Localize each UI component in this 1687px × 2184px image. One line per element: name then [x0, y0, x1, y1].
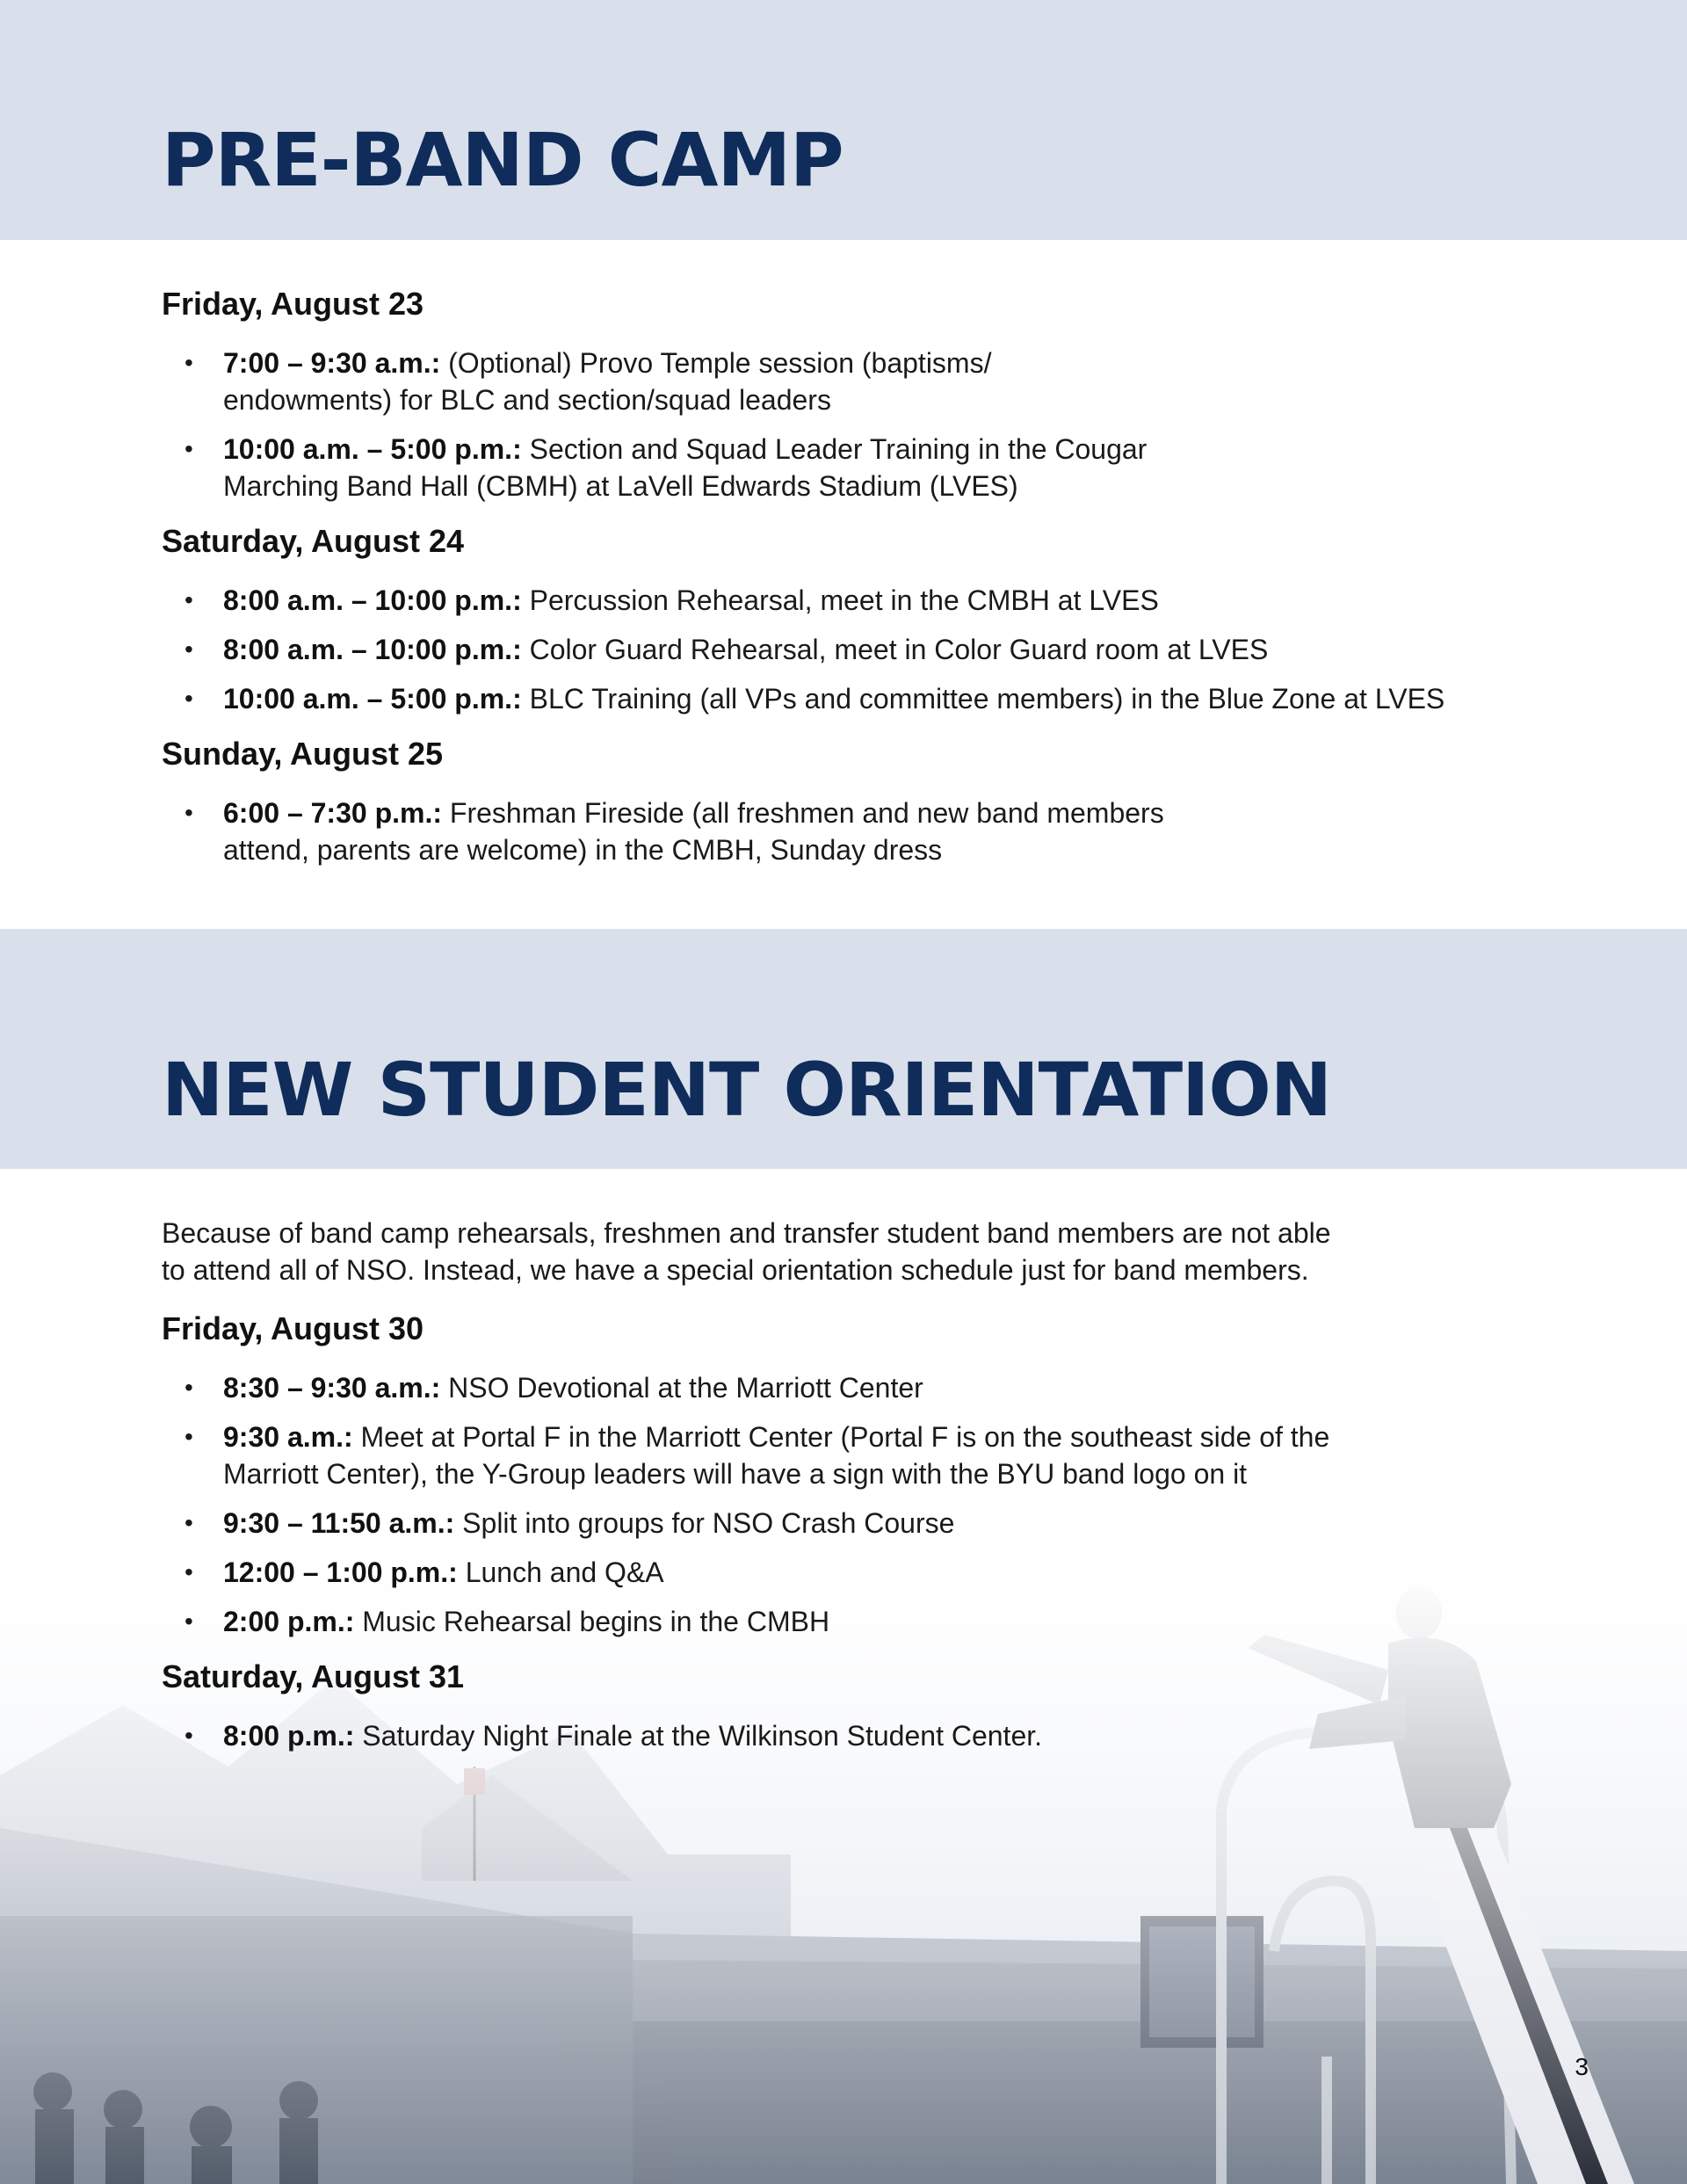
schedule-item — [162, 431, 1532, 504]
section-title-pre-band-camp: PRE-BAND CAMP — [162, 117, 844, 203]
schedule-text: Split into groups for NSO Crash Course — [462, 1507, 955, 1539]
schedule-text: Saturday Night Finale at the Wilkinson Student Center. — [362, 1720, 1043, 1752]
schedule-list — [162, 1369, 1532, 1640]
schedule-time: 10:00 a.m. – 5:00 p.m.: — [223, 433, 522, 465]
pre-band-camp-schedule — [162, 283, 1532, 884]
schedule-time: 8:00 p.m.: — [223, 1720, 355, 1752]
schedule-time: 12:00 – 1:00 p.m.: — [223, 1556, 458, 1588]
schedule-item — [162, 345, 1532, 418]
schedule-time: 6:00 – 7:30 p.m.: — [223, 797, 442, 829]
schedule-time: 9:30 a.m.: — [223, 1421, 353, 1453]
schedule-text: Lunch and Q&A — [465, 1556, 664, 1588]
schedule-list — [162, 1717, 1532, 1754]
day-heading: Sunday, August 25 — [162, 736, 444, 772]
schedule-time: 9:30 – 11:50 a.m.: — [223, 1507, 455, 1539]
schedule-item — [162, 1717, 1532, 1754]
schedule-list — [162, 582, 1532, 717]
schedule-time: 8:30 – 9:30 a.m.: — [223, 1372, 441, 1404]
schedule-item — [162, 582, 1532, 619]
schedule-time: 8:00 a.m. – 10:00 p.m.: — [223, 634, 522, 665]
schedule-item — [162, 1505, 1532, 1542]
page-number: 3 — [1575, 2053, 1589, 2080]
schedule-item — [162, 1603, 1532, 1640]
section-title-nso: NEW STUDENT ORIENTATION — [162, 1047, 1332, 1133]
schedule-text: Section and Squad Leader Training in the Cougar Marching Band Hall (CBMH) at LaVell Edwards Stadium (LVES) — [223, 433, 1148, 502]
schedule-time: 10:00 a.m. – 5:00 p.m.: — [223, 683, 522, 715]
schedule-text: Percussion Rehearsal, meet in the CMBH at LVES — [529, 584, 1159, 616]
schedule-item — [162, 795, 1532, 868]
schedule-item — [162, 1554, 1532, 1591]
schedule-text: NSO Devotional at the Marriott Center — [448, 1372, 923, 1404]
schedule-item — [162, 1419, 1532, 1492]
schedule-text: Color Guard Rehearsal, meet in Color Guard room at LVES — [529, 634, 1269, 665]
schedule-item — [162, 631, 1532, 668]
schedule-text: Meet at Portal F in the Marriott Center (Portal F is on the southeast side of the Marriott Center), the Y-Group leaders will have a sign with the BYU band logo on it — [223, 1421, 1330, 1490]
schedule-list — [162, 795, 1532, 868]
day-heading: Saturday, August 31 — [162, 1658, 465, 1694]
schedule-text: BLC Training (all VPs and committee members) in the Blue Zone at LVES — [529, 683, 1445, 715]
schedule-time: 2:00 p.m.: — [223, 1606, 355, 1637]
nso-schedule — [162, 1215, 1532, 1770]
schedule-text: Music Rehearsal begins in the CMBH — [362, 1606, 830, 1637]
schedule-text: (Optional) Provo Temple session (baptisms/ endowments) for BLC and section/squad leaders — [223, 347, 992, 416]
schedule-item — [162, 680, 1532, 717]
schedule-text: Freshman Fireside (all freshmen and new band members attend, parents are welcome) in the CMBH, Sunday dress — [223, 797, 1164, 866]
day-heading: Friday, August 30 — [162, 1310, 424, 1346]
schedule-item — [162, 1369, 1532, 1406]
schedule-time: 8:00 a.m. – 10:00 p.m.: — [223, 584, 522, 616]
nso-intro: Because of band camp rehearsals, freshmen and transfer student band members are not able to attend all of NSO. Instead, we have a special orientation schedule just for band members. — [162, 1217, 1331, 1286]
schedule-list — [162, 345, 1532, 504]
day-heading: Friday, August 23 — [162, 286, 424, 322]
day-heading: Saturday, August 24 — [162, 523, 465, 559]
schedule-time: 7:00 – 9:30 a.m.: — [223, 347, 441, 379]
